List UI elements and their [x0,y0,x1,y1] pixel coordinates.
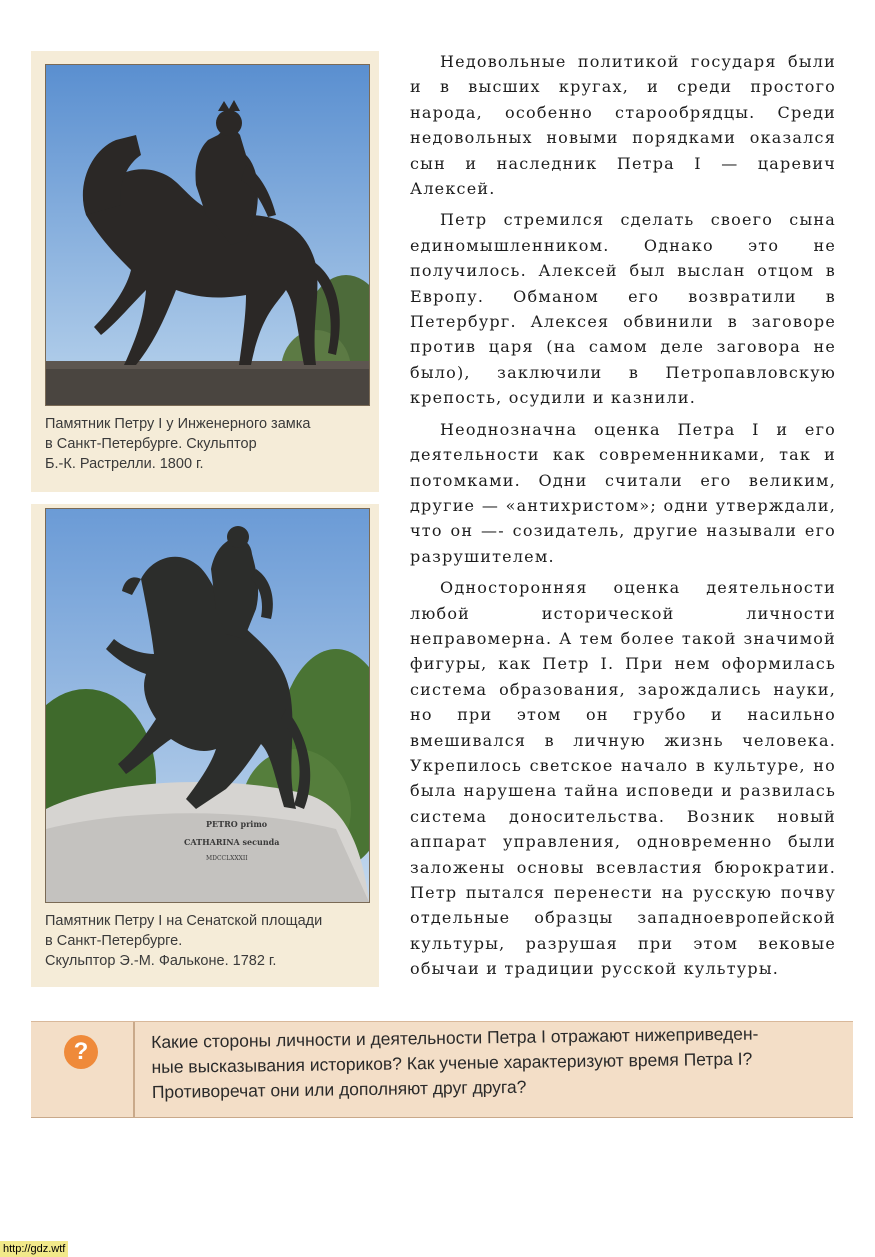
paragraph: Неоднозначна оценка Петра I и его деятельности как современниками, так и потомками. Одни считали его великим, другие — «антихристом»; одни утверждали, что он —- созидатель, другие называли его разрушителем. [410,419,836,566]
question-icon-cell [31,1022,135,1117]
question-box [31,1021,853,1118]
question-line: Какие стороны личности и деятельности Петра I отражают нижеприведен- [151,1023,759,1052]
body-text [410,49,836,988]
figure-falconet [31,504,379,987]
caption-line: Памятник Петру I у Инженерного замка [45,416,311,432]
inscription-line-1: PETRO primo [206,819,268,829]
inscription-line-3: MDCCLXXXII [206,855,248,862]
caption-line: в Санкт-Петербурге. [45,933,183,949]
question-text [151,1020,842,1105]
paragraph: Односторонняя оценка деятельности любой исторической личности неправомерна. А тем более такой значимой фигуры, как Петр I. При нем оформилась система образования, зарождались науки, но при этом он грубо и насильно вмешивался в личную жизнь человека. Укрепилось светское начало в культуре, но была нарушена тайна исповеди и развилась система доносительства. Возник новый аппарат управления, одновременно были заложены основы всевластия бюрократии. Петр пытался перенести на русскую почву отдельные образцы западноевропейской культуры, разрушая при этом вековые обычаи и традиции русской культуры. [410,578,836,979]
caption-line: Памятник Петру I на Сенатской площади [45,913,323,929]
paragraph: Недовольные политикой государя были и в высших кругах, и среди простого народа, особенно старообрядцы. Среди недовольных новыми порядками оказался сын и наследник Петра I — царевич Алексей. [410,52,836,199]
question-line: Противоречат они или дополняют друг друга? [151,1076,527,1102]
paragraph: Петр стремился сделать своего сына единомышленником. Однако это не получилось. Алексей был выслан отцом в Европу. Обманом его возвратили в Петербург. Алексея обвинили в заговоре против царя (на самом деле заговора не было), заключили в Петропавловскую крепость, осудили и казнили. [410,210,836,408]
caption-line: Б.-К. Растрелли. 1800 г. [45,456,204,472]
caption-line: в Санкт-Петербурге. Скульптор [45,436,257,452]
inscription-line-2: CATHARINA secunda [184,837,280,847]
watermark-link[interactable]: http://gdz.wtf [0,1241,68,1257]
figure-rastrelli [31,51,379,492]
question-icon: ? [64,1035,98,1069]
caption-line: Скульптор Э.-М. Фальконе. 1782 г. [45,953,277,969]
photo-bronze-horseman [45,508,370,903]
photo-monument-rastrelli [45,64,370,406]
figure-caption [45,414,370,474]
figure-caption [45,911,370,971]
question-line: ные высказывания историков? Как ученые характеризуют время Петра I? [151,1048,753,1077]
